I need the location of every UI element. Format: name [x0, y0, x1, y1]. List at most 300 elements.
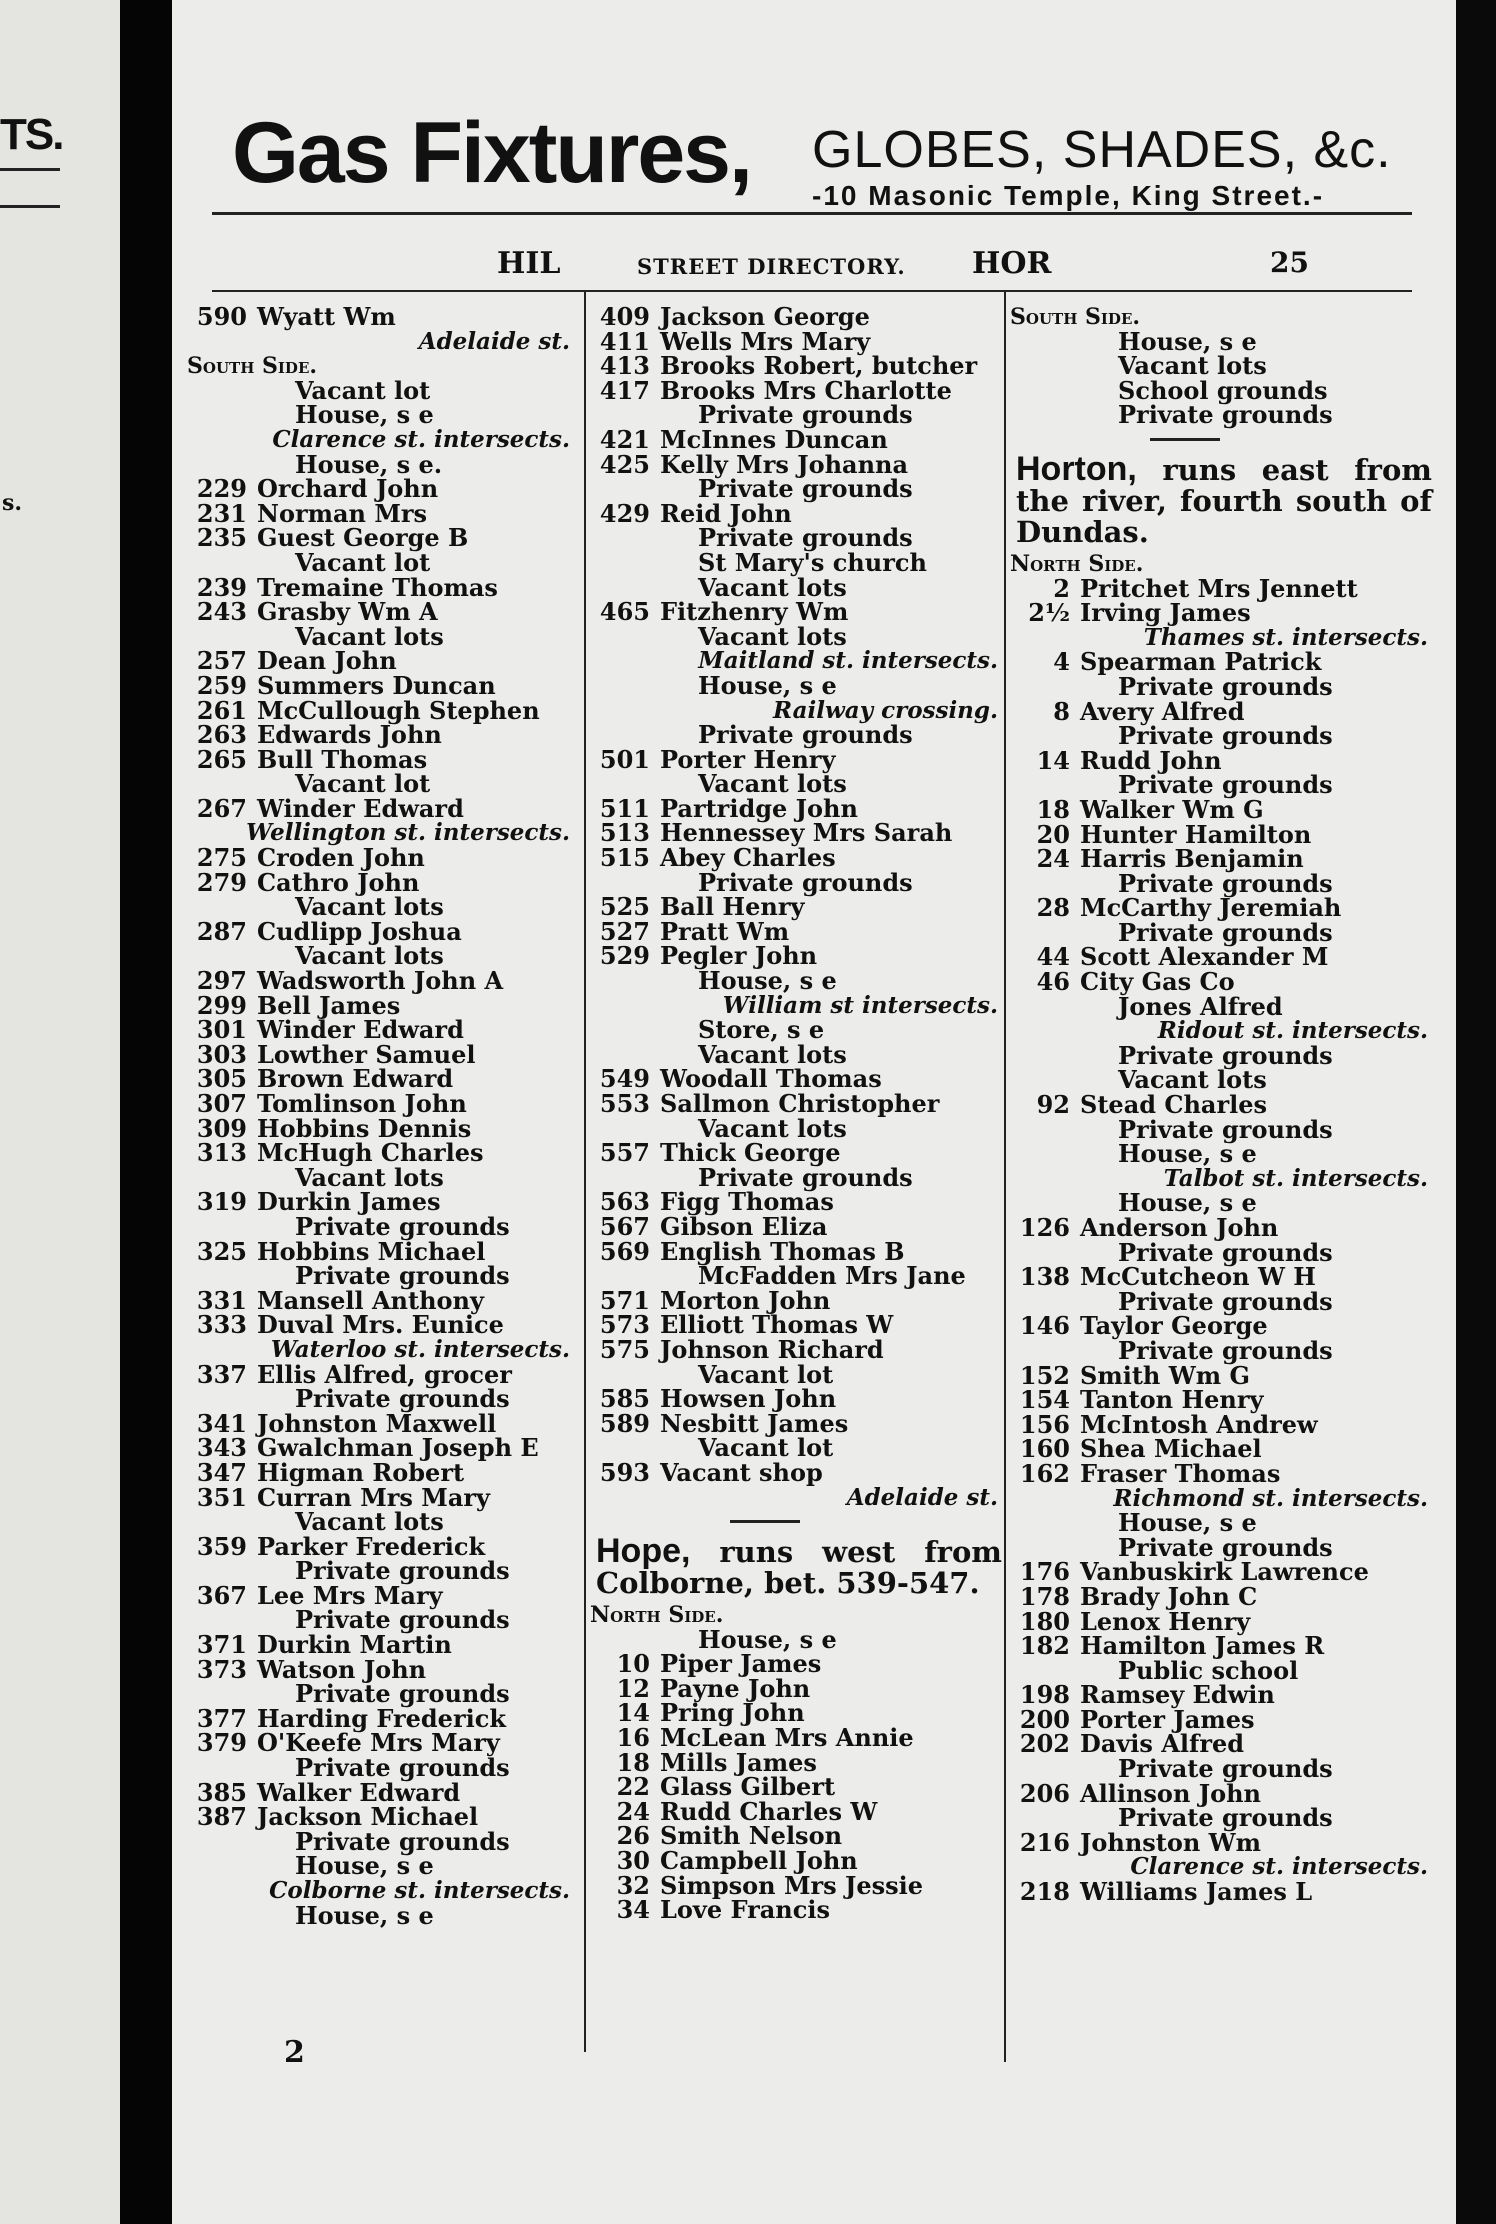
page-edge	[1456, 0, 1496, 2224]
street-name: Hope,	[596, 1532, 691, 1571]
resident-name: Woodall Thomas	[660, 1064, 882, 1094]
resident-name: Taylor George	[1080, 1311, 1268, 1341]
house-number: 22	[616, 1772, 650, 1802]
resident-name: Rudd John	[1080, 745, 1222, 775]
section-rule	[590, 1510, 1010, 1532]
note-text: Vacant lots	[698, 769, 847, 799]
adjacent-page-text: TS.	[0, 110, 63, 159]
house-number: 343	[196, 1433, 247, 1463]
house-number: 337	[196, 1359, 247, 1389]
resident-name: Hobbins Dennis	[257, 1113, 472, 1143]
note-text: Private grounds	[1118, 1335, 1333, 1365]
street-heading	[590, 1532, 1010, 1603]
resident-name: Shea Michael	[1080, 1434, 1262, 1464]
resident-name: McCarthy Jeremiah	[1080, 893, 1342, 923]
resident-name: Mansell Anthony	[257, 1285, 484, 1315]
directory-entry	[1010, 1090, 1440, 1120]
note-text: House, s e	[295, 1900, 434, 1930]
house-number: 92	[1036, 1090, 1070, 1120]
resident-name: Fraser Thomas	[1080, 1458, 1281, 1488]
resident-name: Gibson Eliza	[660, 1211, 828, 1241]
house-number: 243	[196, 597, 247, 627]
section-rule-line	[1150, 438, 1220, 441]
resident-name: Reid John	[660, 498, 792, 528]
resident-name: Love Francis	[660, 1895, 830, 1925]
house-number: 26	[616, 1821, 650, 1851]
resident-name: Brady John C	[1080, 1581, 1258, 1611]
directory-note	[187, 400, 582, 430]
resident-name: Glass Gilbert	[660, 1772, 836, 1802]
house-number: 589	[599, 1408, 650, 1438]
house-number: 411	[599, 326, 650, 356]
directory-entry	[1010, 598, 1440, 628]
note-text: Vacant lots	[295, 1162, 444, 1192]
house-number: 152	[1019, 1360, 1070, 1390]
note-text: Private grounds	[698, 720, 913, 750]
directory-note	[1010, 991, 1440, 1021]
resident-name: Jackson George	[660, 302, 870, 331]
adjacent-page-mark: s.	[2, 490, 23, 516]
house-number: 14	[1036, 745, 1070, 775]
directory-note	[1010, 1335, 1440, 1365]
page-number: 25	[1270, 246, 1309, 279]
resident-name: Curran Mrs Mary	[257, 1482, 490, 1512]
side-heading-text: South Side.	[1010, 304, 1141, 330]
directory-entry	[590, 843, 1010, 873]
intersection-text: William st intersects.	[722, 991, 998, 1019]
resident-name: McCullough Stephen	[257, 695, 540, 725]
resident-name: Tremaine Thomas	[257, 572, 498, 602]
resident-name: Payne John	[660, 1673, 811, 1703]
house-number: 160	[1019, 1434, 1070, 1464]
house-number: 297	[196, 966, 247, 996]
resident-name: Brooks Mrs Charlotte	[660, 375, 952, 405]
note-text: Private grounds	[295, 1826, 510, 1856]
resident-name: McIntosh Andrew	[1080, 1409, 1318, 1439]
directory-entry	[590, 1089, 1010, 1118]
side-heading	[1010, 305, 1440, 330]
house-number: 417	[599, 375, 650, 405]
directory-note	[590, 720, 1010, 750]
resident-name: Sallmon Christopher	[660, 1089, 940, 1118]
resident-name: Wadsworth John A	[257, 966, 504, 996]
resident-name: Howsen John	[660, 1384, 837, 1414]
directory-entry	[187, 1310, 582, 1340]
house-number: 154	[1019, 1385, 1070, 1415]
directory-entry	[1010, 794, 1440, 824]
adjacent-page-fragment	[0, 0, 120, 2224]
directory-entry	[187, 302, 582, 331]
house-number: 12	[616, 1673, 650, 1703]
resident-name: Cathro John	[257, 867, 420, 897]
resident-name: Walker Wm G	[1080, 794, 1264, 824]
house-number: 413	[599, 351, 650, 381]
note-text: House, s e	[1118, 326, 1257, 356]
note-text: Private grounds	[698, 474, 913, 504]
note-text: Private grounds	[295, 1605, 510, 1635]
intersection-text: Ridout st. intersects.	[1157, 1017, 1428, 1045]
house-number: 287	[196, 916, 247, 946]
house-number: 347	[196, 1457, 247, 1487]
directory-note	[1010, 671, 1440, 701]
resident-name: Winder Edward	[257, 793, 464, 823]
house-number: 229	[196, 474, 247, 504]
house-number: 198	[1019, 1680, 1070, 1710]
note-text: House, s e	[698, 1624, 837, 1654]
house-number: 309	[196, 1113, 247, 1143]
resident-name: Bell James	[257, 990, 401, 1020]
house-number: 162	[1019, 1458, 1070, 1488]
resident-name: City Gas Co	[1080, 967, 1235, 997]
note-text: Private grounds	[1118, 1286, 1333, 1316]
note-text: Vacant lot	[698, 1359, 834, 1389]
resident-name: Duval Mrs. Eunice	[257, 1310, 504, 1340]
resident-name: Hunter Hamilton	[1080, 819, 1312, 849]
resident-name: McCutcheon W H	[1080, 1262, 1316, 1292]
resident-name: Stead Charles	[1080, 1090, 1268, 1120]
note-text: Vacant lots	[295, 941, 444, 971]
resident-name: Mills James	[660, 1747, 817, 1777]
directory-note	[187, 1900, 582, 1930]
resident-name: Jackson Michael	[257, 1802, 479, 1832]
house-number: 8	[1053, 696, 1070, 726]
resident-name: Fitzhenry Wm	[660, 597, 849, 627]
house-number: 218	[1019, 1877, 1070, 1907]
resident-name: Harding Frederick	[257, 1703, 506, 1733]
resident-name: Parker Frederick	[257, 1531, 486, 1561]
resident-name: McLean Mrs Annie	[660, 1723, 914, 1753]
directory-note	[1010, 1754, 1440, 1784]
resident-name: Hobbins Michael	[257, 1236, 486, 1266]
directory-entry	[1010, 1581, 1440, 1611]
resident-name: Harris Benjamin	[1080, 844, 1304, 874]
note-text: Private grounds	[1118, 1040, 1333, 1070]
directory-entry	[1010, 1877, 1440, 1907]
house-number: 156	[1019, 1409, 1070, 1439]
directory-note	[590, 966, 1010, 996]
street-description: runs west from Colborne, bet. 539-547.	[596, 1535, 1002, 1601]
house-number: 202	[1019, 1729, 1070, 1759]
note-text: Private grounds	[1118, 1237, 1333, 1267]
directory-entry	[1010, 1631, 1440, 1661]
house-number: 14	[616, 1698, 650, 1728]
resident-name: O'Keefe Mrs Mary	[257, 1728, 500, 1758]
banner-address: -10 Masonic Temple, King Street.-	[812, 180, 1325, 211]
house-number: 569	[599, 1236, 650, 1266]
directory-note	[187, 1507, 582, 1537]
intersection-text: Clarence st. intersects.	[1130, 1853, 1428, 1881]
note-text: House, s e	[698, 670, 837, 700]
resident-name: Norman Mrs	[257, 498, 428, 528]
intersection-label	[187, 327, 582, 355]
resident-name: Dean John	[257, 646, 397, 676]
intersection-text: Waterloo st. intersects.	[270, 1335, 570, 1363]
running-head-right: HOR	[972, 246, 1052, 281]
resident-name: Walker Edward	[257, 1777, 461, 1807]
resident-name: Spearman Patrick	[1080, 647, 1322, 677]
resident-name: Thick George	[660, 1138, 841, 1168]
intersection-text: Adelaide st.	[846, 1483, 998, 1511]
house-number: 563	[599, 1187, 650, 1217]
banner-rule	[212, 212, 1412, 215]
note-text: House, s e	[1118, 1188, 1257, 1218]
house-number: 178	[1019, 1581, 1070, 1611]
house-number: 571	[599, 1285, 650, 1315]
resident-name: Pratt Wm	[660, 916, 790, 946]
resident-name: Piper James	[660, 1649, 822, 1679]
house-number: 4	[1053, 647, 1070, 677]
house-number: 371	[196, 1630, 247, 1660]
resident-name: English Thomas B	[660, 1236, 905, 1266]
directory-column-3	[1010, 305, 1440, 1905]
house-number: 593	[599, 1457, 650, 1487]
directory-entry	[590, 302, 1010, 331]
note-text: Vacant lots	[698, 621, 847, 651]
house-number: 126	[1019, 1213, 1070, 1242]
directory-note	[187, 547, 582, 577]
house-number: 20	[1036, 819, 1070, 849]
house-number: 176	[1019, 1557, 1070, 1587]
intersection-text: Wellington st. intersects.	[246, 819, 570, 847]
house-number: 235	[196, 523, 247, 553]
house-number: 182	[1019, 1631, 1070, 1661]
house-number: 216	[1019, 1827, 1070, 1857]
house-number: 465	[599, 597, 650, 627]
side-heading	[1010, 552, 1440, 577]
resident-name: Allinson John	[1080, 1778, 1262, 1808]
resident-name: Davis Alfred	[1080, 1729, 1245, 1759]
resident-name: Figg Thomas	[660, 1187, 834, 1217]
intersection-text: Thames st. intersects.	[1143, 623, 1428, 651]
section-rule	[1010, 428, 1440, 450]
directory-entry	[187, 793, 582, 823]
directory-entry	[187, 966, 582, 996]
house-number: 557	[599, 1138, 650, 1168]
note-text: Private grounds	[698, 1162, 913, 1192]
house-number: 421	[599, 424, 650, 454]
house-number: 590	[196, 302, 247, 331]
house-number: 429	[599, 498, 650, 528]
house-number: 525	[599, 892, 650, 922]
header-rule	[212, 290, 1412, 292]
resident-name: Durkin Martin	[257, 1630, 452, 1660]
resident-name: Irving James	[1080, 598, 1251, 628]
resident-name: Elliott Thomas W	[660, 1310, 894, 1340]
note-text: Private grounds	[1118, 917, 1333, 947]
resident-name: Lowther Samuel	[257, 1039, 476, 1069]
note-text: Vacant lots	[295, 892, 444, 922]
note-text: House, s e	[698, 966, 837, 996]
note-text: Vacant lots	[1118, 351, 1267, 381]
resident-name: Wyatt Wm	[257, 302, 396, 331]
adjacent-rule	[0, 205, 60, 208]
directory-entry	[187, 1630, 582, 1660]
note-text: Jones Alfred	[1118, 991, 1283, 1021]
house-number: 325	[196, 1236, 247, 1266]
house-number: 585	[599, 1384, 650, 1414]
note-text: Private grounds	[295, 1261, 510, 1291]
side-heading	[590, 1603, 1010, 1628]
directory-entry	[1010, 967, 1440, 997]
house-number: 28	[1036, 893, 1070, 923]
directory-entry	[590, 1723, 1010, 1753]
note-text: Vacant lot	[295, 769, 431, 799]
note-text: School grounds	[1118, 375, 1328, 405]
resident-name: Hennessey Mrs Sarah	[660, 818, 953, 848]
note-text: Private grounds	[1118, 671, 1333, 701]
running-head-center: STREET DIRECTORY.	[637, 254, 906, 279]
directory-note	[187, 1753, 582, 1783]
house-number: 511	[599, 793, 650, 823]
note-text: Private grounds	[1118, 721, 1333, 751]
house-number: 259	[196, 670, 247, 700]
house-number: 373	[196, 1654, 247, 1684]
directory-entry	[187, 1089, 582, 1118]
note-text: House, s e.	[295, 449, 443, 479]
resident-name: Vanbuskirk Lawrence	[1080, 1557, 1369, 1587]
resident-name: Abey Charles	[660, 843, 836, 873]
house-number: 18	[616, 1747, 650, 1777]
directory-page	[172, 0, 1456, 2224]
banner-main: Gas Fixtures,	[232, 105, 751, 201]
house-number: 34	[616, 1895, 650, 1925]
directory-entry	[1010, 1827, 1440, 1857]
note-text: Vacant lots	[1118, 1065, 1267, 1095]
resident-name: Cudlipp Joshua	[257, 916, 462, 946]
note-text: House, s e	[295, 400, 434, 430]
resident-name: Pritchet Mrs Jennett	[1080, 573, 1358, 603]
house-number: 377	[196, 1703, 247, 1733]
house-number: 257	[196, 646, 247, 676]
directory-note	[187, 1211, 582, 1241]
resident-name: Simpson Mrs Jessie	[660, 1870, 924, 1900]
resident-name: Gwalchman Joseph E	[257, 1433, 539, 1463]
note-text: Private grounds	[1118, 400, 1333, 430]
house-number: 24	[616, 1796, 650, 1826]
resident-name: Morton John	[660, 1285, 831, 1315]
directory-note	[187, 1851, 582, 1881]
house-number: 367	[196, 1580, 247, 1610]
note-text: Private grounds	[295, 1211, 510, 1241]
house-number: 501	[599, 744, 650, 774]
street-description: runs east from the river, fourth south of Dundas.	[1016, 452, 1432, 549]
note-text: Vacant lot	[295, 375, 431, 405]
resident-name: Pring John	[660, 1698, 805, 1728]
note-text: Private grounds	[295, 1753, 510, 1783]
house-number: 573	[599, 1310, 650, 1340]
house-number: 299	[196, 990, 247, 1020]
resident-name: Smith Nelson	[660, 1821, 843, 1851]
resident-name: Ball Henry	[660, 892, 805, 922]
note-text: House, s e	[1118, 1139, 1257, 1169]
directory-entry	[590, 1211, 1010, 1241]
resident-name: Williams James L	[1080, 1877, 1313, 1907]
house-number: 231	[196, 498, 247, 528]
resident-name: Smith Wm G	[1080, 1360, 1250, 1390]
resident-name: Johnston Wm	[1080, 1827, 1262, 1857]
house-number: 44	[1036, 942, 1070, 972]
intersection-text: Maitland st. intersects.	[698, 647, 998, 675]
street-name: Horton,	[1016, 449, 1137, 488]
house-number: 307	[196, 1089, 247, 1118]
directory-entry	[590, 1334, 1010, 1364]
house-number: 549	[599, 1064, 650, 1094]
house-number: 425	[599, 449, 650, 479]
directory-note	[590, 474, 1010, 504]
house-number: 265	[196, 744, 247, 774]
resident-name: McInnes Duncan	[660, 424, 888, 454]
note-text: Private grounds	[295, 1556, 510, 1586]
section-rule-line	[730, 1520, 800, 1523]
book-gutter	[120, 0, 172, 2224]
house-number: 10	[616, 1649, 650, 1679]
house-number: 303	[196, 1039, 247, 1069]
side-heading-text: North Side.	[590, 1602, 724, 1629]
resident-name: Brooks Robert, butcher	[660, 351, 978, 381]
house-number: 2	[1053, 573, 1070, 603]
intersection-label	[187, 1879, 582, 1904]
note-text: House, s e	[295, 1851, 434, 1881]
house-number: 575	[599, 1334, 650, 1364]
note-text: House, s e	[1118, 1508, 1257, 1538]
directory-note	[1010, 400, 1440, 430]
directory-entry	[590, 424, 1010, 454]
house-number: 206	[1019, 1778, 1070, 1808]
note-text: Private grounds	[698, 867, 913, 897]
house-number: 279	[196, 867, 247, 897]
house-number: 24	[1036, 844, 1070, 874]
column-divider	[1004, 292, 1006, 2062]
resident-name: Partridge John	[660, 793, 858, 823]
resident-name: Brown Edward	[257, 1064, 454, 1094]
intersection-text: Adelaide st.	[418, 327, 570, 355]
resident-name: Kelly Mrs Johanna	[660, 449, 909, 479]
house-number: 351	[196, 1482, 247, 1512]
side-heading-text: North Side.	[1010, 550, 1144, 577]
advertisement-banner	[232, 105, 1402, 211]
directory-entry	[1010, 1458, 1440, 1488]
house-number: 527	[599, 916, 650, 946]
resident-name: Tanton Henry	[1080, 1385, 1264, 1415]
directory-note	[1010, 1139, 1440, 1169]
house-number: 553	[599, 1089, 650, 1118]
house-number: 261	[196, 695, 247, 725]
note-text: Private grounds	[1118, 1114, 1333, 1144]
directory-entry	[187, 720, 582, 750]
note-text: St Mary's church	[698, 547, 927, 577]
side-heading-text: South Side.	[187, 353, 318, 380]
directory-note	[1010, 721, 1440, 751]
house-number: 30	[616, 1846, 650, 1876]
resident-name: Ramsey Edwin	[1080, 1680, 1275, 1710]
house-number: 46	[1036, 967, 1070, 997]
note-text: Vacant lots	[295, 621, 444, 651]
resident-name: Watson John	[257, 1654, 427, 1684]
house-number: 529	[599, 941, 650, 971]
directory-note	[590, 547, 1010, 577]
directory-column-1	[187, 302, 582, 1930]
resident-name: Vacant shop	[660, 1457, 823, 1487]
note-text: Vacant lots	[698, 1113, 847, 1143]
house-number: 331	[196, 1285, 247, 1315]
note-text: Private grounds	[698, 400, 913, 430]
resident-name: Pegler John	[660, 941, 818, 971]
resident-name: Durkin James	[257, 1187, 441, 1217]
intersection-text: Clarence st. intersects.	[272, 425, 570, 453]
resident-name: Edwards John	[257, 720, 442, 750]
directory-entry	[187, 1457, 582, 1487]
note-text: Vacant lots	[698, 1039, 847, 1069]
